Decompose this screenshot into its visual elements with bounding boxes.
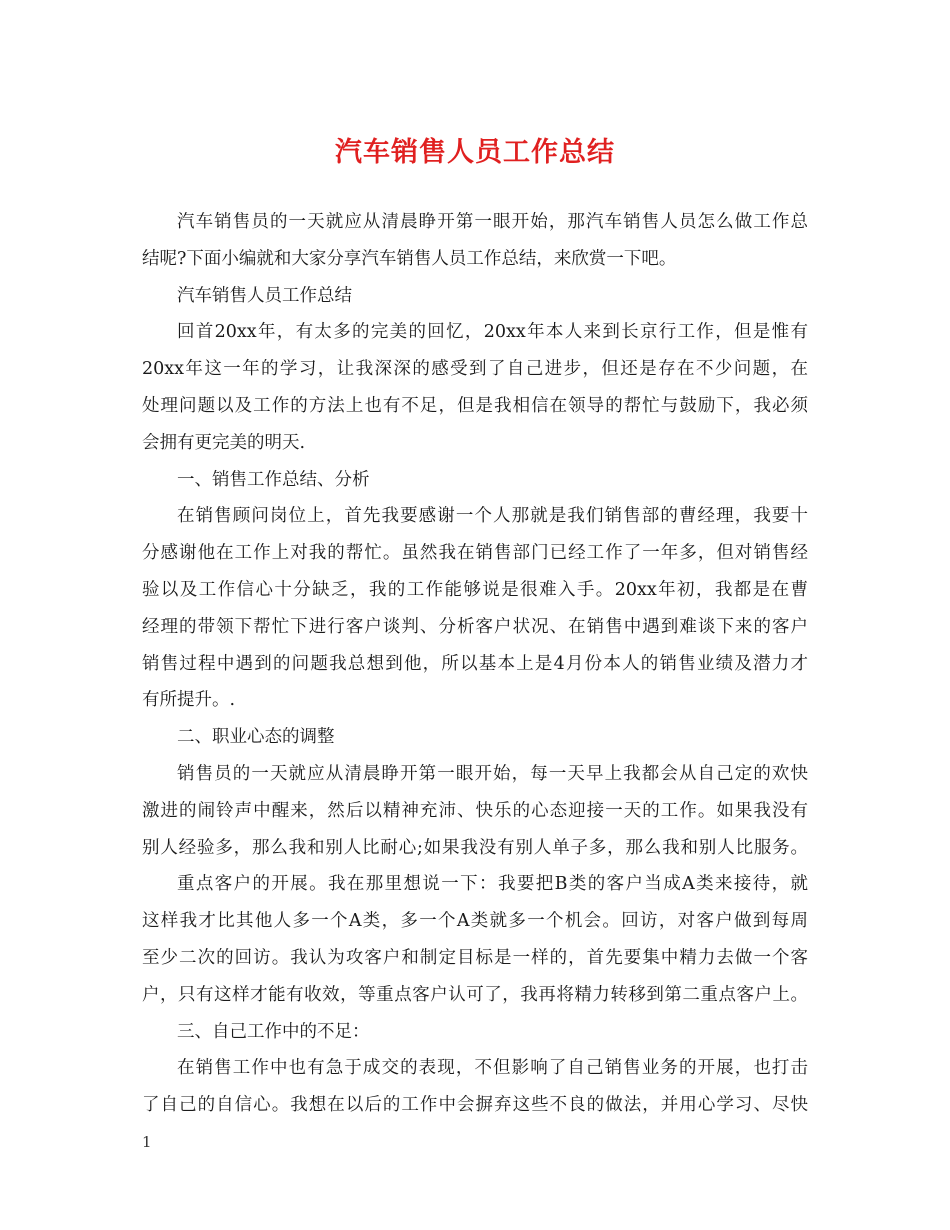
paragraph-line: 汽车销售员的一天就应从清晨睁开第一眼开始，那汽车销售人员怎么做工作总 (177, 212, 808, 232)
paragraph-line: 重点客户的开展。我在那里想说一下：我要把B类的客户当成A类来接待，就 (177, 874, 808, 895)
paragraph-line: 会拥有更完美的明天. (142, 432, 306, 453)
paragraph-line: 在销售顾问岗位上，首先我要感谢一个人那就是我们销售部的曹经理，我要十 (177, 506, 808, 527)
section-heading: 二、职业心态的调整 (177, 727, 335, 748)
document-body (142, 204, 808, 1124)
paragraph-line: 这样我才比其他人多一个A类，多一个A类就多一个机会。回访，对客户做到每周 (142, 911, 808, 932)
document-title: 汽车销售人员工作总结 (335, 137, 615, 168)
section-heading: 三、自己工作中的不足： (177, 1021, 370, 1042)
paragraph-line: 激进的闹铃声中醒来，然后以精神充沛、快乐的心态迎接一天的工作。如果我没有 (142, 800, 808, 821)
paragraph-line: 结呢?下面小编就和大家分享汽车销售人员工作总结，来欣赏一下吧。 (142, 248, 677, 269)
paragraph-line: 有所提升。. (142, 690, 236, 711)
paragraph-line: 分感谢他在工作上对我的帮忙。虽然我在销售部门已经工作了一年多，但对销售经 (142, 543, 808, 564)
paragraph-line: 销售过程中遇到的问题我总想到他，所以基本上是4月份本人的销售业绩及潜力才 (142, 653, 808, 674)
paragraph-line: 经理的带领下帮忙下进行客户谈判、分析客户状况、在销售中遇到难谈下来的客户 (142, 616, 808, 637)
paragraph-line: 在销售工作中也有急于成交的表现，不但影响了自己销售业务的开展，也打击 (177, 1058, 808, 1079)
paragraph-line: 验以及工作信心十分缺乏，我的工作能够说是很难入手。20xx年初，我都是在曹 (142, 579, 808, 600)
page-number: 1 (142, 1133, 152, 1151)
paragraph-line: 销售员的一天就应从清晨睁开第一眼开始，每一天早上我都会从自己定的欢快 (177, 763, 808, 784)
paragraph-line: 至少二次的回访。我认为攻客户和制定目标是一样的，首先要集中精力去做一个客 (142, 947, 808, 968)
paragraph-line: 回首20xx年，有太多的完美的回忆，20xx年本人来到长京行工作，但是惟有 (177, 322, 808, 343)
section-heading: 汽车销售人员工作总结 (177, 285, 352, 306)
paragraph-line: 了自己的自信心。我想在以后的工作中会摒弃这些不良的做法，并用心学习、尽快 (142, 1095, 808, 1116)
paragraph-line: 户，只有这样才能有收效，等重点客户认可了，我再将精力转移到第二重点客户上。 (142, 984, 808, 1005)
paragraph-line: 别人经验多，那么我和别人比耐心;如果我没有别人单子多，那么我和别人比服务。 (142, 837, 808, 858)
paragraph-line: 处理问题以及工作的方法上也有不足，但是我相信在领导的帮忙与鼓励下，我必须 (142, 395, 808, 416)
paragraph-line: 20xx年这一年的学习，让我深深的感受到了自己进步，但还是存在不少问题，在 (142, 359, 808, 380)
section-heading: 一、销售工作总结、分析 (177, 469, 370, 490)
